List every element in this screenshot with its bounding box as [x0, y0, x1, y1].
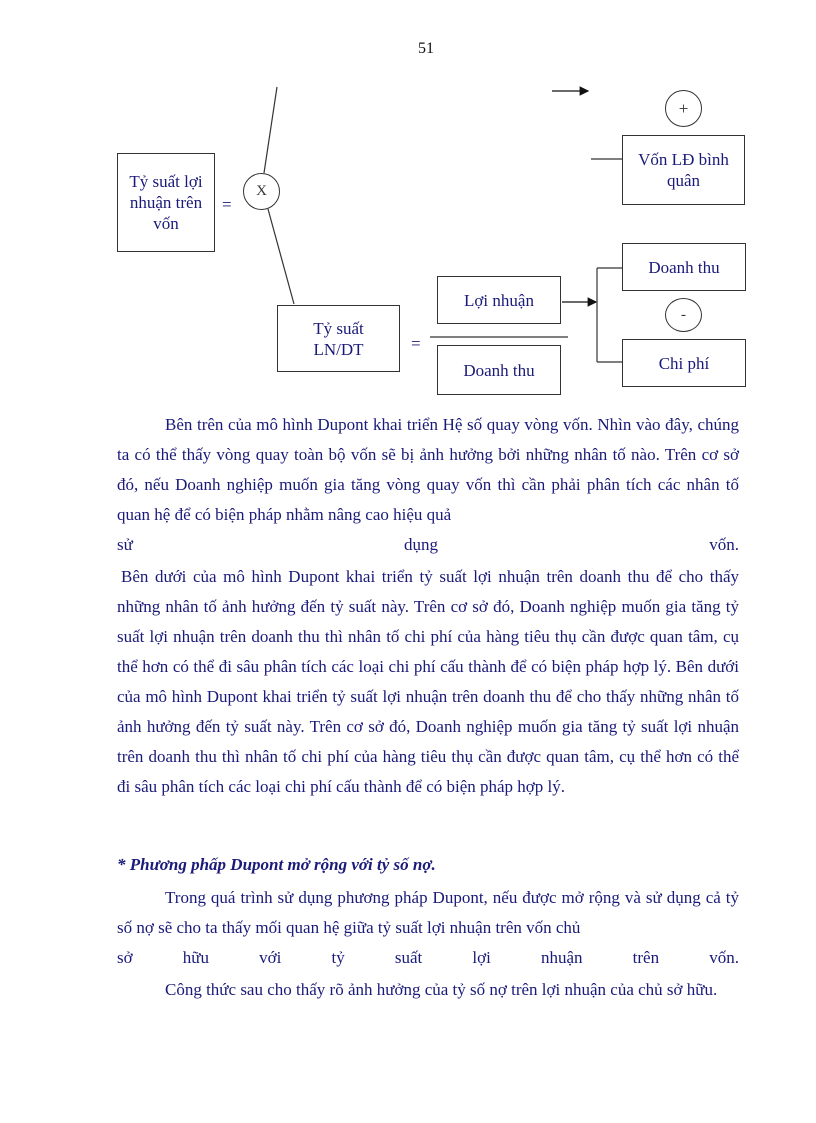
profit-numerator-box: Lợi nhuận — [437, 276, 561, 324]
revenue-denominator-box: Doanh thu — [437, 345, 561, 395]
word: sở — [117, 948, 133, 967]
word: vốn. — [709, 948, 739, 967]
word: dụng — [404, 535, 439, 554]
word: tỷ — [331, 948, 345, 967]
avg-working-capital-box: Vốn LĐ bình quân — [622, 135, 745, 205]
section-heading: * Phương phấp Dupont mở rộng với tỷ số nợ. — [117, 855, 436, 874]
paragraph-4: Công thức sau cho thấy rõ ảnh hưởng của tỷ số nợ trên lợi nhuận của chủ sở hữu. — [165, 980, 718, 999]
word: hữu — [182, 948, 209, 967]
paragraph-1 — [117, 410, 739, 560]
multiply-circle: X — [243, 173, 280, 210]
lower-branch-line — [268, 209, 294, 304]
paragraph-3-main: Trong quá trình sử dụng phương pháp Dupont, nếu được mở rộng và sử dụng cả tỷ số nợ sẽ cho ta thấy mối quan hệ giữa tỷ suất lợi nhuận trên vốn chủ — [117, 888, 739, 937]
paragraph-2: Bên dưới của mô hình Dupont khai triển tỷ suất lợi nhuận trên doanh thu để cho thấy những nhân tố ảnh hưởng đến tỷ suất này. Trên cơ sở đó, Doanh nghiệp muốn gia tăng tỷ suất lợi nhuận trên doanh thu thì nhân tố chi phí của hàng tiêu thụ cần được quan tâm, cụ thể hơn có thể đi sâu phân tích các loại chi phí cấu thành để có biện pháp hợp lý. Bên dưới của mô hình Dupont khai triển tỷ suất lợi nhuận trên doanh thu để cho thấy những nhân tố ảnh hưởng đến tỷ suất này. Trên cơ sở đó, Doanh nghiệp muốn gia tăng tỷ suất lợi nhuận trên doanh thu thì nhân tố chi phí của hàng tiêu thụ cần được quan tâm, cụ thể hơn có thể đi sâu phân tích các loại chi phí cấu thành để có biện pháp hợp lý. — [117, 567, 739, 796]
paragraph-1-main: Bên trên của mô hình Dupont khai triển Hệ số quay vòng vốn. Nhìn vào đây, chúng ta có thể thấy vòng quay toàn bộ vốn sẽ bị ảnh hưởng bởi những nhân tố nào. Trên cơ sở đó, nếu Doanh nghiệp muốn gia tăng vòng quay vốn thì cần phải phân tích các nhân tố quan hệ để có biện pháp nhằm nâng cao hiệu quả — [117, 415, 739, 524]
cost-box: Chi phí — [622, 339, 746, 387]
word: trên — [632, 948, 660, 967]
upper-branch-line — [264, 87, 277, 173]
word: với — [259, 948, 282, 967]
paragraph-3-last-line — [117, 943, 739, 973]
paragraph-1-last-line — [117, 530, 739, 560]
roe-box: Tỷ suất lợi nhuận trên vốn — [117, 153, 215, 252]
minus-circle: - — [665, 298, 702, 332]
word: lợi — [472, 948, 491, 967]
paragraph-3 — [117, 883, 739, 973]
plus-circle: + — [665, 90, 702, 127]
equals-sign-ros: = — [411, 334, 421, 353]
word: nhuận — [540, 948, 583, 967]
word: suất — [394, 948, 423, 967]
word: vốn. — [709, 535, 739, 554]
equals-sign-roe: = — [222, 195, 232, 214]
ros-box: Tỷ suất LN/DT — [277, 305, 400, 372]
revenue-box: Doanh thu — [622, 243, 746, 291]
word: sử — [117, 535, 133, 554]
page-number: 51 — [418, 40, 434, 57]
